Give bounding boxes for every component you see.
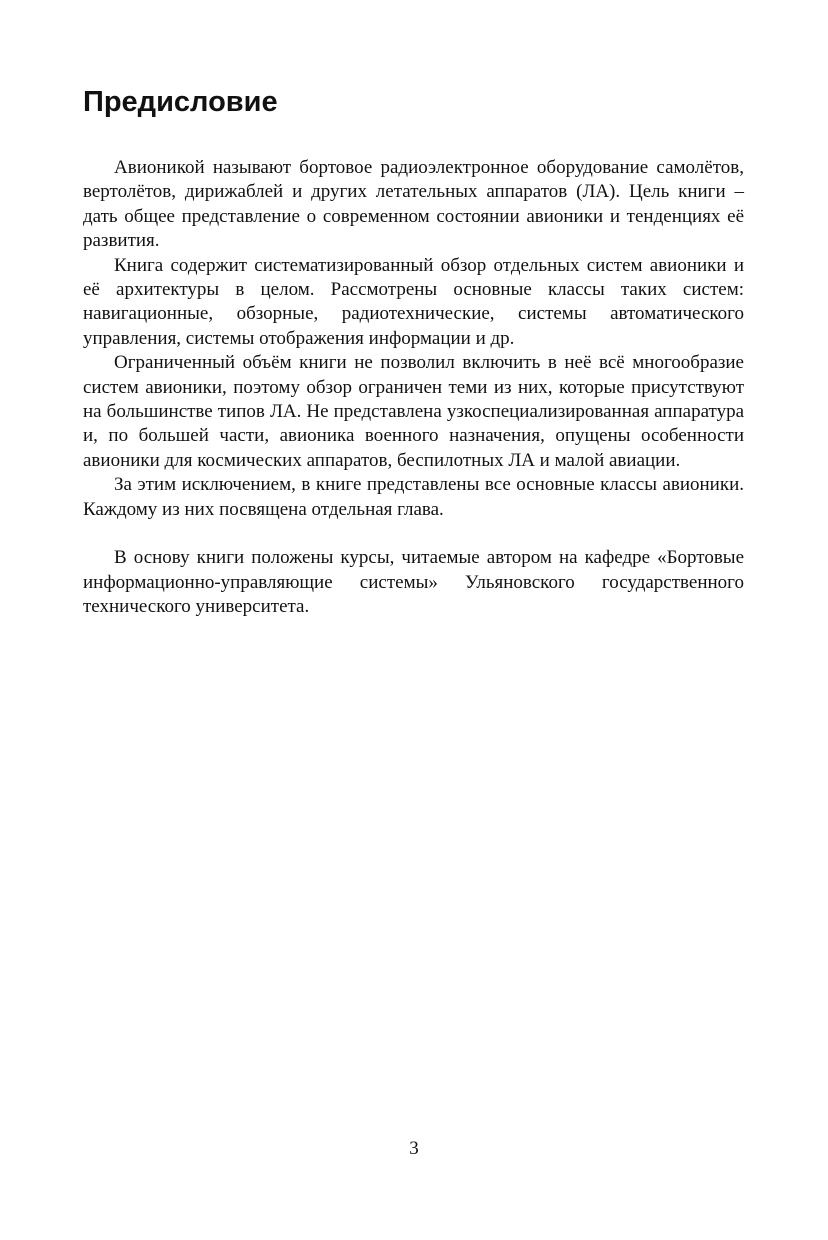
page-title: Предисловие	[83, 86, 278, 118]
preface-body	[83, 156, 744, 619]
paragraph-2: Книга содержит систематизированный обзор отдельных систем авионики и её архитектуры в целом. Рассмотрены основные классы таких систем: навигационные, обзорные, радиотехнические, системы автоматического управления, системы отображения информации и др.	[83, 254, 744, 349]
paragraph-1: Авионикой называют бортовое радиоэлектронное оборудование самолётов, вертолётов, дирижаблей и других летательных аппаратов (ЛА). Цель книги – дать общее представление о современном состоянии авионики и тенденциях её развития.	[83, 157, 744, 252]
paragraph-spacer	[83, 522, 744, 546]
paragraph-3: Ограниченный объём книги не позволил включить в неё всё многообразие систем авионики, поэтому обзор ограничен теми из них, которые присутствуют на большинстве типов ЛА. Не представлена узкоспециализированная аппаратура и, по большей части, авионика военного назначения, опущены особенности авионики для космических аппаратов, беспилотных ЛА и малой авиации.	[83, 352, 744, 471]
paragraph-4: За этим исключением, в книге представлены все основные классы авионики. Каждому из них посвящена отдельная глава.	[83, 474, 744, 520]
page-number: 3	[409, 1138, 419, 1159]
paragraph-5: В основу книги положены курсы, читаемые автором на кафедре «Бортовые информационно-управляющие системы» Ульяновского государственного технического университета.	[83, 547, 744, 617]
